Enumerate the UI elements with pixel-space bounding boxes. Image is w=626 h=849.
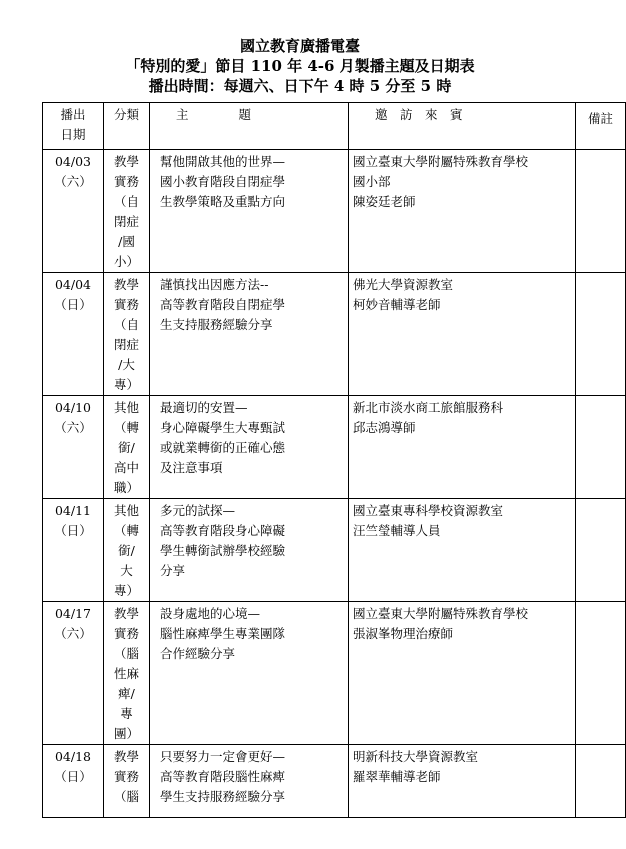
category-text: 團） (113, 726, 139, 741)
guest-text: 汪竺瑩輔導人員 (353, 523, 441, 538)
topic-text: 高等教育階段腦性麻痺 (160, 769, 286, 784)
topic-cell (150, 273, 349, 396)
guest-cell (349, 150, 576, 273)
topic-cell (150, 499, 349, 602)
guest-cell (349, 602, 576, 745)
topic-text: 或就業轉銜的正確心態 (160, 440, 286, 455)
category-text: 專 (120, 706, 133, 721)
category-text: 大 (120, 563, 133, 578)
topic-cell (150, 745, 349, 818)
broadcast-date: 04/10 (54, 400, 92, 415)
guest-text: 新北市淡水商工旅館服務科 (353, 400, 504, 415)
table-row (43, 273, 626, 396)
guest-text: 國立臺東大學附屬特殊教育學校 (353, 154, 529, 169)
header-category: 分類 (104, 103, 150, 150)
guest-text: 陳姿廷老師 (353, 194, 416, 209)
station-title: 國立教育廣播電臺 (239, 37, 360, 55)
guest-text: 國立臺東專科學校資源教室 (353, 503, 504, 518)
topic-text: 身心障礙學生大專甄試 (160, 420, 286, 435)
topic-text: 學生支持服務經驗分享 (160, 789, 286, 804)
category-text: 實務 (113, 769, 139, 784)
guest-text: 張淑峯物理治療師 (353, 626, 454, 641)
guest-text: 國小部 (353, 174, 391, 189)
broadcast-date: 04/04 (54, 277, 92, 292)
category-cell (104, 273, 150, 396)
topic-text: 高等教育階段自閉症學 (160, 297, 286, 312)
category-text: 痺/ (118, 686, 135, 701)
category-cell (104, 396, 150, 499)
guest-text: 明新科技大學資源教室 (353, 749, 479, 764)
broadcast-day: （日） (54, 297, 92, 312)
guest-cell (349, 745, 576, 818)
document-header (0, 36, 600, 96)
category-text: 專） (113, 583, 139, 598)
topic-cell (150, 602, 349, 745)
topic-text: 只要努力一定會更好— (160, 749, 286, 764)
broadcast-day: （日） (54, 769, 92, 784)
category-text: （轉 (113, 420, 139, 435)
topic-text: 設身處地的心境— (160, 606, 261, 621)
program-title: 「特別的愛」節目 110 年 4-6 月製播主題及日期表 (125, 57, 475, 75)
broadcast-date: 04/03 (54, 154, 92, 169)
category-text: 教學 (113, 749, 139, 764)
topic-text: 學生轉銜試辦學校經驗 (160, 543, 286, 558)
category-text: （腦 (113, 646, 139, 661)
category-cell (104, 602, 150, 745)
category-text: 其他 (113, 400, 139, 415)
category-text: 性麻 (113, 666, 139, 681)
category-text: 教學 (113, 154, 139, 169)
broadcast-day: （六） (54, 626, 92, 641)
category-text: 教學 (113, 606, 139, 621)
broadcast-date: 04/17 (54, 606, 92, 621)
schedule-table (42, 102, 626, 818)
category-cell (104, 499, 150, 602)
category-text: 閉症 (113, 337, 139, 352)
table-row (43, 499, 626, 602)
guest-text: 柯妙音輔導老師 (353, 297, 441, 312)
topic-text: 腦性麻痺學生專業團隊 (160, 626, 286, 641)
category-text: 銜/ (118, 440, 135, 455)
category-text: 銜/ (118, 543, 135, 558)
topic-text: 及注意事項 (160, 460, 223, 475)
table-header-row (43, 103, 626, 150)
guest-text: 羅翠華輔導老師 (353, 769, 441, 784)
date-cell (43, 150, 104, 273)
category-text: （自 (113, 317, 139, 332)
broadcast-day: （日） (54, 523, 92, 538)
category-text: 其他 (113, 503, 139, 518)
topic-text: 多元的試探— (160, 503, 236, 518)
topic-text: 高等教育階段身心障礙 (160, 523, 286, 538)
topic-text: 最適切的安置— (160, 400, 248, 415)
topic-text: 合作經驗分享 (160, 646, 236, 661)
topic-cell (150, 396, 349, 499)
category-text: /國 (118, 234, 135, 249)
broadcast-day: （六） (54, 420, 92, 435)
topic-text: 國小教育階段自閉症學 (160, 174, 286, 189)
table-row (43, 745, 626, 818)
category-text: 職） (113, 480, 139, 495)
date-cell (43, 602, 104, 745)
topic-text: 幫他開啟其他的世界— (160, 154, 286, 169)
header-guest: 邀 訪 來 賓 (349, 103, 576, 150)
guest-text: 國立臺東大學附屬特殊教育學校 (353, 606, 529, 621)
broadcast-day: （六） (54, 174, 92, 189)
category-text: /大 (118, 357, 135, 372)
category-text: 教學 (113, 277, 139, 292)
note-cell (576, 150, 626, 273)
category-text: 實務 (113, 297, 139, 312)
guest-cell (349, 273, 576, 396)
date-cell (43, 745, 104, 818)
category-text: （轉 (113, 523, 139, 538)
date-cell (43, 273, 104, 396)
date-cell (43, 396, 104, 499)
category-text: （自 (113, 194, 139, 209)
topic-cell (150, 150, 349, 273)
guest-cell (349, 499, 576, 602)
category-cell (104, 745, 150, 818)
broadcast-date: 04/11 (54, 503, 92, 518)
guest-text: 佛光大學資源教室 (353, 277, 454, 292)
broadcast-time: 播出時間：每週六、日下午 4 時 5 分至 5 時 (148, 77, 452, 95)
topic-text: 謹慎找出因應方法-- (160, 277, 269, 292)
category-text: 高中 (113, 460, 139, 475)
guest-text: 邱志鴻導師 (353, 420, 416, 435)
header-note: 備註 (576, 103, 626, 150)
category-text: （腦 (113, 789, 139, 804)
note-cell (576, 499, 626, 602)
note-cell (576, 396, 626, 499)
date-cell (43, 499, 104, 602)
category-text: 小） (113, 254, 139, 269)
broadcast-date: 04/18 (54, 749, 92, 764)
category-cell (104, 150, 150, 273)
table-row (43, 150, 626, 273)
topic-text: 分享 (160, 563, 186, 578)
note-cell (576, 273, 626, 396)
topic-text: 生支持服務經驗分享 (160, 317, 273, 332)
table-row (43, 602, 626, 745)
category-text: 閉症 (113, 214, 139, 229)
note-cell (576, 745, 626, 818)
note-cell (576, 602, 626, 745)
guest-cell (349, 396, 576, 499)
category-text: 專） (113, 377, 139, 392)
category-text: 實務 (113, 626, 139, 641)
category-text: 實務 (113, 174, 139, 189)
topic-text: 生教學策略及重點方向 (160, 194, 286, 209)
header-topic: 主 題 (150, 103, 349, 150)
table-row (43, 396, 626, 499)
header-date: 播出 日期 (43, 103, 104, 150)
